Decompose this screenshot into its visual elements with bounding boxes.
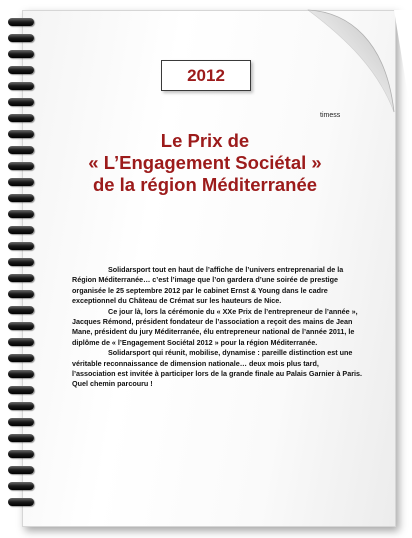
binding-ring (8, 386, 34, 394)
paragraph-4: Quel chemin parcouru ! (72, 379, 153, 389)
paragraph-3: Solidarsport qui réunit, mobilise, dynamise : pareille distinction est une véritable reconnaissance de dimension nationale… deux mois plus tard, l’association est invitée à participer lors de la grande finale au Palais Garnier à Paris. (72, 348, 363, 379)
binding-ring (8, 434, 34, 442)
title-line-3: de la région Méditerranée (92, 174, 318, 195)
binding-ring (8, 370, 34, 378)
spiral-binding (8, 18, 34, 518)
text-fragment: timess (320, 112, 341, 119)
title-line-1: Le Prix de (160, 130, 250, 151)
binding-ring (8, 114, 34, 122)
binding-ring (8, 162, 34, 170)
binding-ring (8, 466, 34, 474)
article-body (72, 265, 364, 390)
binding-ring (8, 130, 34, 138)
binding-ring (8, 482, 34, 490)
binding-ring (8, 498, 34, 506)
binding-ring (8, 258, 34, 266)
binding-ring (8, 322, 34, 330)
binding-ring (8, 338, 34, 346)
binding-ring (8, 290, 34, 298)
binding-ring (8, 354, 34, 362)
binding-ring (8, 242, 34, 250)
binding-ring (8, 402, 34, 410)
binding-ring (8, 226, 34, 234)
page-curl (268, 0, 412, 120)
binding-ring (8, 210, 34, 218)
year-box: 2012 (161, 60, 251, 91)
binding-ring (8, 18, 34, 26)
binding-ring (8, 306, 34, 314)
binding-ring (8, 146, 34, 154)
binding-ring (8, 82, 34, 90)
binding-ring (8, 50, 34, 58)
binding-ring (8, 66, 34, 74)
binding-ring (8, 178, 34, 186)
binding-ring (8, 34, 34, 42)
binding-ring (8, 194, 34, 202)
binding-ring (8, 418, 34, 426)
binding-ring (8, 98, 34, 106)
page-title (60, 130, 350, 196)
paragraph-1: Solidarsport tout en haut de l’affiche de l’univers entreprenarial de la Région Méditerranée… c’est l’image que l’on gardera d’une soirée de prestige organisée le 25 septembre 2012 par le cabinet Ernst & Young dans le cadre exceptionnel du Château de Crémat sur les hauteurs de Nice. (72, 265, 344, 306)
binding-ring (8, 450, 34, 458)
paragraph-2: Ce jour là, lors la cérémonie du « XXe Prix de l’entrepreneur de l’année », Jacques Rémond, président fondateur de l’association a reçoit des mains de Jean Mane, président du jury Méditerranée, élu entrepreneur national de l’année 2011, le diplôme de « l’Engagement Sociétal 2012 » pour la région Méditerranée. (72, 306, 358, 347)
binding-ring (8, 274, 34, 282)
title-line-2: « L’Engagement Sociétal » (88, 152, 322, 173)
